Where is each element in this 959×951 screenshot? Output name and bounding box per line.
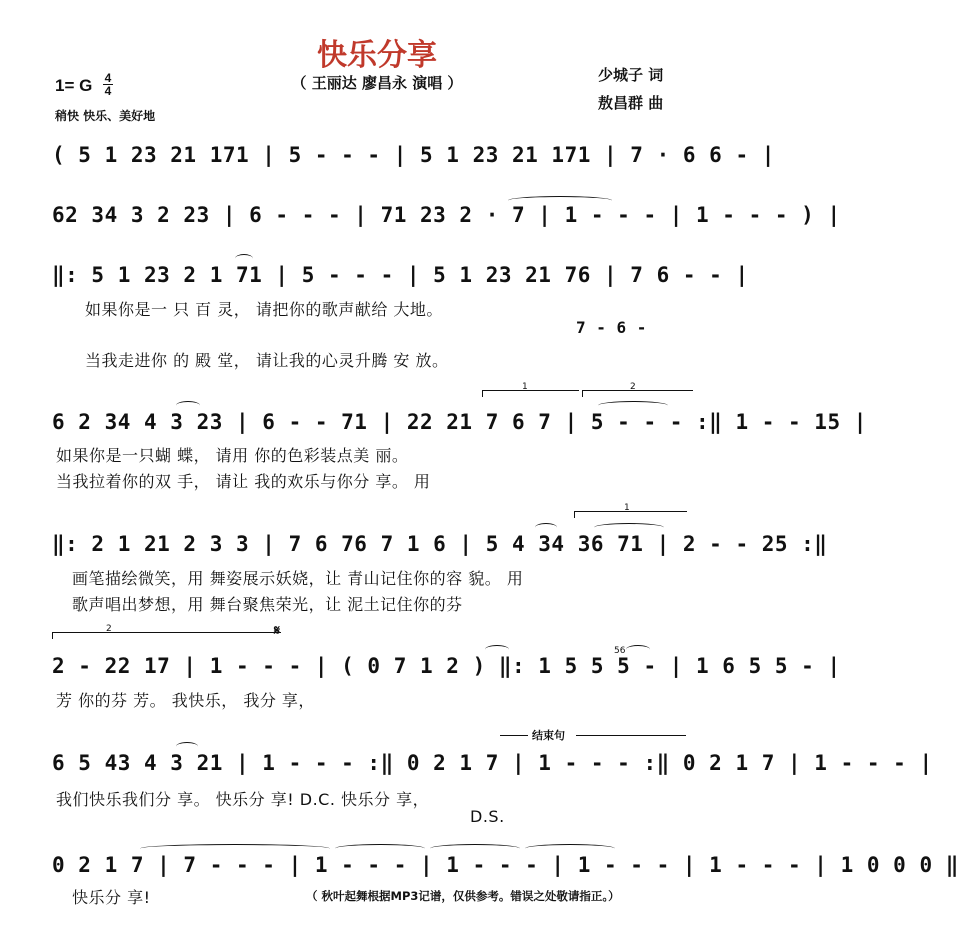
ending-phrase-line-left	[500, 735, 528, 736]
tie-arc	[235, 254, 253, 263]
segno-sign: 𝄋	[274, 623, 281, 639]
tie-arc	[430, 844, 520, 853]
first-ending-label: 1	[624, 503, 630, 513]
tie-arc	[508, 196, 612, 205]
second-ending-bracket	[52, 632, 281, 639]
ending-phrase-line-right	[576, 735, 686, 736]
tie-arc	[140, 844, 330, 853]
notation-line-5: ‖: 2 1 21 2 3 3 | 7 6 76 7 1 6 | 5 4 34 36 71 | 2 - - 25 :‖	[52, 532, 828, 556]
song-title: 快乐分享	[317, 38, 437, 73]
lyricist-credit: 少城子 词	[598, 66, 664, 84]
lyric-line-8: 快乐分 享!	[72, 888, 151, 907]
first-ending-bracket	[482, 390, 579, 397]
second-ending-label: 2	[106, 624, 112, 634]
lyric-line-4-verse-1: 如果你是一只蝴 蝶， 请用 你的色彩装点美 丽。	[56, 446, 409, 465]
tie-arc	[535, 523, 557, 532]
key-label: 1= G	[55, 76, 93, 95]
lyric-line-5-verse-2: 歌声唱出梦想，用 舞台聚焦荣光，让 泥土记住你的芬	[72, 595, 463, 614]
singers-line: （ 王丽达 廖昌永 演唱 ）	[291, 74, 463, 92]
notation-line-8: 0 2 1 7 | 7 - - - | 1 - - - | 1 - - - | 1 - - - | 1 - - - | 1 0 0 0 ‖	[52, 853, 959, 877]
lyric-line-5-verse-1: 画笔描绘微笑，用 舞姿展示妖娆，让 青山记住你的容 貌。 用	[72, 569, 524, 588]
tie-arc	[525, 844, 615, 853]
tempo-marking: 稍快 快乐、美好地	[55, 109, 156, 123]
second-ending-bracket	[582, 390, 693, 397]
notation-line-4: 6 2 34 4 3 23 | 6 - - 71 | 22 21 7 6 7 | 5 - - - :‖ 1 - - 15 |	[52, 410, 867, 434]
lyric-line-3-verse-2: 当我走进你 的 殿 堂， 请让我的心灵升腾 安 放。	[85, 351, 449, 370]
notation-line-7: 6 5 43 4 3 21 | 1 - - - :‖ 0 2 1 7 | 1 - - - :‖ 0 2 1 7 | 1 - - - |	[52, 751, 933, 775]
notation-line-3: ‖: 5 1 23 2 1 71 | 5 - - - | 5 1 23 21 76 | 7 6 - - |	[52, 263, 749, 287]
second-ending-label: 2	[630, 382, 636, 392]
tie-arc	[176, 742, 198, 751]
tie-arc	[176, 401, 200, 410]
time-signature-top: 4	[104, 71, 112, 85]
tie-arc	[485, 645, 509, 654]
key-signature	[55, 71, 112, 98]
lyric-line-7-verse-1: 我们快乐我们分 享。 快乐分 享! D.C. 快乐分 享，	[56, 790, 430, 809]
tie-arc	[626, 645, 650, 654]
lyric-line-4-verse-2: 当我拉着你的双 手， 请让 我的欢乐与你分 享。 用	[56, 472, 431, 491]
notation-line-6: 2 - 22 17 | 1 - - - | ( 0 7 1 2 ) ‖: 1 5 5 5 - | 1 6 5 5 - |	[52, 654, 841, 678]
time-signature-bottom: 4	[104, 84, 112, 98]
time-signature	[103, 72, 113, 97]
notation-line-1: ( 5 1 23 21 171 | 5 - - - | 5 1 23 21 171 | 7 · 6 6 - |	[52, 143, 775, 167]
ending-phrase-label: 结束句	[532, 729, 565, 742]
alternate-notes: 7 - 6 -	[576, 318, 647, 337]
first-ending-label: 1	[522, 382, 528, 392]
grace-notes: 56	[614, 646, 626, 656]
lyric-line-7-verse-2: D.S.	[470, 807, 505, 826]
composer-credit: 敖昌群 曲	[598, 94, 664, 112]
notation-line-2: 62 34 3 2 23 | 6 - - - | 71 23 2 · 7 | 1 - - - | 1 - - - ) |	[52, 203, 841, 227]
first-ending-bracket	[574, 511, 687, 518]
tie-arc	[335, 844, 425, 853]
tie-arc	[598, 401, 668, 410]
tie-arc	[594, 523, 664, 532]
lyric-line-6: 芳 你的芬 芳。 我快乐， 我分 享，	[56, 691, 315, 710]
lyric-line-3-verse-1: 如果你是一 只 百 灵， 请把你的歌声献给 大地。	[85, 300, 443, 319]
transcription-footnote: （ 秋叶起舞根据MP3记谱，仅供参考。错误之处敬请指正。）	[306, 889, 620, 903]
